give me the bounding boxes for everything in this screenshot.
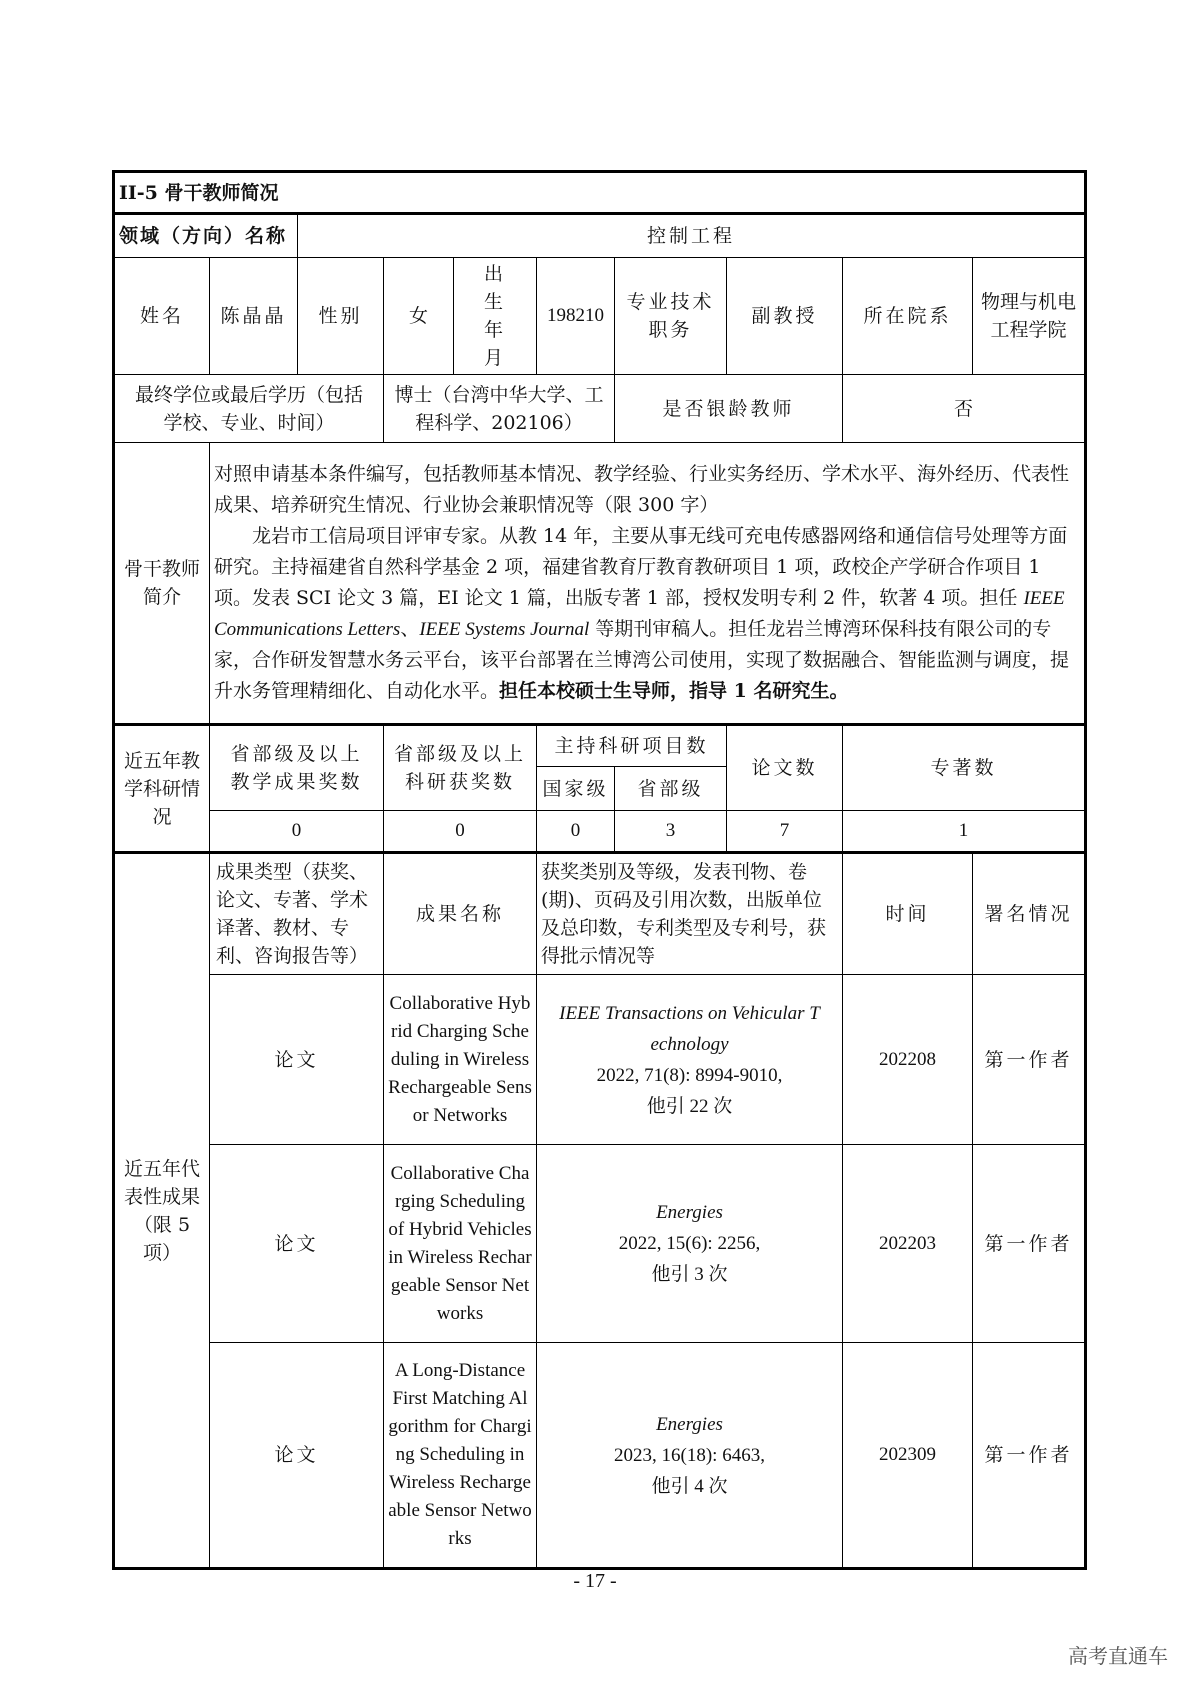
achievement-detail bbox=[537, 975, 843, 1145]
achievement-author: 第一作者 bbox=[973, 1145, 1086, 1343]
achievement-journal: Energies bbox=[656, 1202, 723, 1223]
stats-label: 近五年教学科研情况 bbox=[114, 725, 210, 853]
achievement-time: 202203 bbox=[843, 1145, 973, 1343]
achievement-journal: IEEE Transactions on Vehicular Technology bbox=[559, 1002, 820, 1055]
intro-bold-text: 担任本校硕士生导师，指导 1 名研究生。 bbox=[499, 680, 849, 702]
intro-text-1: 龙岩市工信局项目评审专家。从教 14 年，主要从事无线可充电传感器网络和通信信号处理等方面研究。主持福建省自然科学基金 2 项，福建省教育厅教育教研项目 1 项，政校企产学研合作项目 1 项。发表 SCI 论文 3 篇，EI 论文 1 篇，出版专著 1 部，授权发明专利 2 件，软著 4 项。担任 bbox=[214, 525, 1068, 609]
achievement-time: 202208 bbox=[843, 975, 973, 1145]
achievement-citations: 他引 4 次 bbox=[651, 1475, 728, 1497]
achievement-volume: 2023, 16(18): 6463, bbox=[614, 1444, 765, 1466]
achievement-author: 第一作者 bbox=[973, 1343, 1086, 1569]
achievement-detail bbox=[537, 1343, 843, 1569]
table-row bbox=[114, 975, 1086, 1145]
books-value: 1 bbox=[843, 811, 1086, 853]
name-value: 陈晶晶 bbox=[210, 258, 298, 375]
provincial-value: 3 bbox=[615, 811, 727, 853]
retired-value: 否 bbox=[843, 375, 1086, 443]
achievement-detail bbox=[537, 1145, 843, 1343]
achievement-type: 论文 bbox=[210, 1343, 384, 1569]
header-time: 时间 bbox=[843, 853, 973, 975]
table-row bbox=[114, 1343, 1086, 1569]
title-label: 专业技术职务 bbox=[615, 258, 727, 375]
achievement-citations: 他引 22 次 bbox=[646, 1095, 733, 1117]
watermark: 高考直通车 bbox=[1068, 1644, 1168, 1668]
achievement-volume: 2022, 15(6): 2256, bbox=[618, 1233, 761, 1254]
birth-value: 198210 bbox=[537, 258, 615, 375]
intro-journal-2: IEEE Systems Journal bbox=[419, 619, 590, 640]
degree-label: 最终学位或最后学历（包括学校、专业、时间） bbox=[114, 375, 384, 443]
intro-text-2: 等期刊审稿人。担任龙岩兰博湾环保科技有限公司的专家，合作研发智慧水务云平台，该平台部署在兰博湾公司使用，实现了数据融合、智能监测与调度，提升水务管理精细化、自动化水平。 bbox=[214, 618, 1070, 702]
birth-label: 出生年月 bbox=[454, 258, 537, 375]
teacher-profile-table bbox=[112, 170, 1087, 1570]
national-label: 国家级 bbox=[537, 767, 615, 811]
research-award-label: 省部级及以上科研获奖数 bbox=[384, 725, 537, 811]
intro-label: 骨干教师简介 bbox=[114, 443, 210, 725]
papers-label: 论文数 bbox=[727, 725, 843, 811]
achievements-label: 近五年代表性成果（限 5 项） bbox=[114, 853, 210, 1569]
achievement-citations: 他引 3 次 bbox=[651, 1264, 728, 1285]
national-value: 0 bbox=[537, 811, 615, 853]
achievement-name: Collaborative Hybrid Charging Scheduling in Wireless Rechargeable Sensor Networks bbox=[384, 975, 537, 1145]
achievement-author: 第一作者 bbox=[973, 975, 1086, 1145]
section-title: II-5 骨干教师简况 bbox=[114, 172, 1086, 214]
table-row bbox=[114, 1145, 1086, 1343]
books-label: 专著数 bbox=[843, 725, 1086, 811]
teaching-award-label: 省部级及以上教学成果奖数 bbox=[210, 725, 384, 811]
intro-content bbox=[210, 443, 1086, 725]
gender-label: 性别 bbox=[298, 258, 384, 375]
provincial-label: 省部级 bbox=[615, 767, 727, 811]
header-type: 成果类型（获奖、论文、专著、学术译著、教材、专利、咨询报告等） bbox=[210, 853, 384, 975]
achievement-name: A Long-Distance First Matching Algorithm for Charging Scheduling in Wireless Rechargeable Sensor Networks bbox=[384, 1343, 537, 1569]
research-award-value: 0 bbox=[384, 811, 537, 853]
achievement-type: 论文 bbox=[210, 1145, 384, 1343]
intro-journal-1: IEEE Communications Letters bbox=[214, 588, 1065, 640]
page-number: - 17 - bbox=[573, 1570, 617, 1592]
intro-instruction: 对照申请基本条件编写，包括教师基本情况、教学经验、行业实务经历、学术水平、海外经历、代表性成果、培养研究生情况、行业协会兼职情况等（限 300 字） bbox=[214, 463, 1070, 516]
achievement-type: 论文 bbox=[210, 975, 384, 1145]
papers-value: 7 bbox=[727, 811, 843, 853]
achievement-name: Collaborative Charging Scheduling of Hybrid Vehicles in Wireless Rechargeable Sensor Networks bbox=[384, 1145, 537, 1343]
field-value: 控制工程 bbox=[298, 214, 1086, 258]
field-label: 领域（方向）名称 bbox=[114, 214, 298, 258]
intro-sep: 、 bbox=[400, 618, 420, 640]
teaching-award-value: 0 bbox=[210, 811, 384, 853]
achievement-volume: 2022, 71(8): 8994-9010, bbox=[596, 1064, 783, 1086]
name-label: 姓名 bbox=[114, 258, 210, 375]
header-detail: 获奖类别及等级，发表刊物、卷(期)、页码及引用次数，出版单位及总印数，专利类型及专利号，获得批示情况等 bbox=[537, 853, 843, 975]
degree-value: 博士（台湾中华大学、工程科学、202106） bbox=[384, 375, 615, 443]
header-name: 成果名称 bbox=[384, 853, 537, 975]
achievement-journal: Energies bbox=[656, 1413, 723, 1435]
title-value: 副教授 bbox=[727, 258, 843, 375]
intro-body bbox=[214, 521, 1080, 707]
header-author: 署名情况 bbox=[973, 853, 1086, 975]
gender-value: 女 bbox=[384, 258, 454, 375]
achievement-time: 202309 bbox=[843, 1343, 973, 1569]
retired-label: 是否银龄教师 bbox=[615, 375, 843, 443]
college-value: 物理与机电工程学院 bbox=[973, 258, 1086, 375]
college-label: 所在院系 bbox=[843, 258, 973, 375]
projects-label: 主持科研项目数 bbox=[537, 725, 727, 767]
